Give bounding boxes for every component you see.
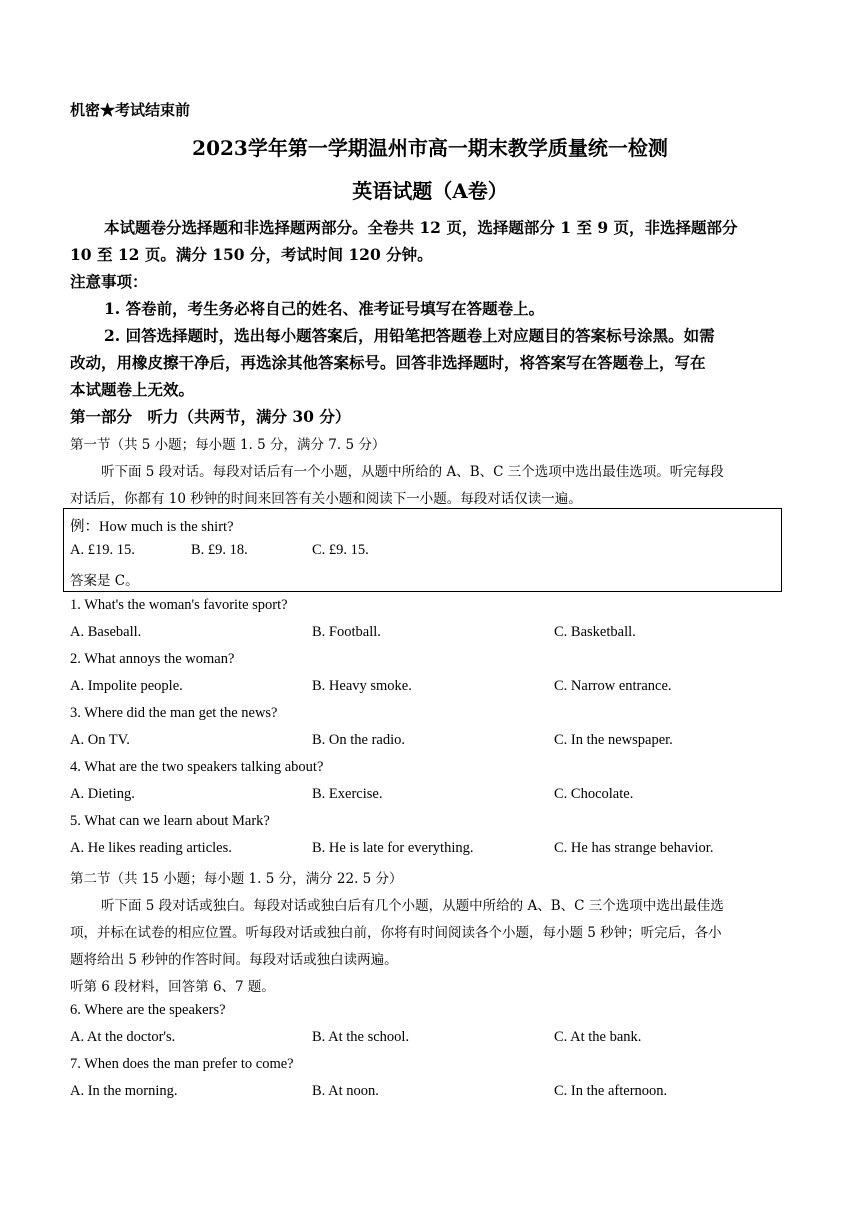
section2-instructions-line-3: 题将给出 5 秒钟的作答时间。每段对话或独白读两遍。 [70,952,398,968]
exam-subtitle: 英语试题（A卷） [352,179,508,203]
question-2-option-b: B. Heavy smoke. [312,678,412,694]
confidential-label: 机密★考试结束前 [70,101,191,119]
question-5-option-b: B. He is late for everything. [312,840,474,856]
question-7-option-c: C. In the afternoon. [554,1083,668,1099]
question-3-option-c: C. In the newspaper. [554,732,673,748]
notes-heading: 注意事项： [70,272,148,291]
question-1-option-c: C. Basketball. [554,624,636,640]
question-6-option-a: A. At the doctor's. [70,1029,176,1045]
example-answer: 答案是 C。 [70,573,139,589]
example-option-b: B. £9. 18. [191,542,248,558]
example-question: 例：How much is the shirt? [70,519,234,535]
question-5-option-a: A. He likes reading articles. [70,840,232,856]
question-3-option-b: B. On the radio. [312,732,406,748]
question-4-option-c: C. Chocolate. [554,786,634,802]
question-6-option-b: B. At the school. [312,1029,410,1045]
notes-item-2-line-2: 改动，用橡皮擦干净后，再选涂其他答案标号。回答非选择题时，将答案写在答题卷上，写在 [70,353,706,372]
question-7-option-a: A. In the morning. [70,1083,178,1099]
question-3: 3. Where did the man get the news? [70,705,278,721]
question-4: 4. What are the two speakers talking about? [70,759,324,775]
question-7-option-b: B. At noon. [312,1083,379,1099]
section1-instructions-line-2: 对话后，你都有 10 秒钟的时间来回答有关小题和阅读下一小题。每段对话仅读一遍。 [70,491,582,507]
question-5-option-c: C. He has strange behavior. [554,840,714,856]
question-1-option-a: A. Baseball. [70,624,142,640]
part1-heading: 第一部分 听力（共两节，满分 30 分） [70,407,351,426]
question-7: 7. When does the man prefer to come? [70,1056,294,1072]
question-5: 5. What can we learn about Mark? [70,813,270,829]
question-2-option-c: C. Narrow entrance. [554,678,672,694]
section2-instructions-line-2: 项，并标在试卷的相应位置。听每段对话或独白前，你将有时间阅读各个小题，每小题 5 秒钟；听完后，各小 [70,925,722,941]
question-4-option-a: A. Dieting. [70,786,135,802]
section2-instructions-line-1: 听下面 5 段对话或独白。每段对话或独白后有几个小题，从题中所给的 A、B、C 三个选项中选出最佳选 [101,898,724,914]
exam-title: 2023学年第一学期温州市高一期末教学质量统一检测 [192,136,668,160]
question-2: 2. What annoys the woman? [70,651,235,667]
section1-heading: 第一节（共 5 小题；每小题 1. 5 分，满分 7. 5 分） [70,437,386,453]
question-1-option-b: B. Football. [312,624,381,640]
section2-heading: 第二节（共 15 小题；每小题 1. 5 分，满分 22. 5 分） [70,871,403,887]
question-3-option-a: A. On TV. [70,732,130,748]
question-6-option-c: C. At the bank. [554,1029,642,1045]
section1-instructions-line-1: 听下面 5 段对话。每段对话后有一个小题，从题中所给的 A、B、C 三个选项中选出最佳选项。听完每段 [101,464,724,480]
example-option-c: C. £9. 15. [312,542,369,558]
question-1: 1. What's the woman's favorite sport? [70,597,288,613]
question-2-option-a: A. Impolite people. [70,678,183,694]
example-option-a: A. £19. 15. [70,542,135,558]
question-6: 6. Where are the speakers? [70,1002,226,1018]
intro-line-1: 本试题卷分选择题和非选择题两部分。全卷共 12 页，选择题部分 1 至 9 页，非选择题部分 [104,218,738,237]
notes-item-2-line-3: 本试题卷上无效。 [70,380,195,399]
notes-item-1: 1. 答卷前，考生务必将自己的姓名、准考证号填写在答题卷上。 [104,299,545,318]
material-6-instruction: 听第 6 段材料，回答第 6、7 题。 [70,979,275,995]
notes-item-2-line-1: 2. 回答选择题时，选出每小题答案后，用铅笔把答题卷上对应题目的答案标号涂黑。如需 [104,326,715,345]
question-4-option-b: B. Exercise. [312,786,383,802]
intro-line-2: 10 至 12 页。满分 150 分，考试时间 120 分钟。 [70,245,433,264]
